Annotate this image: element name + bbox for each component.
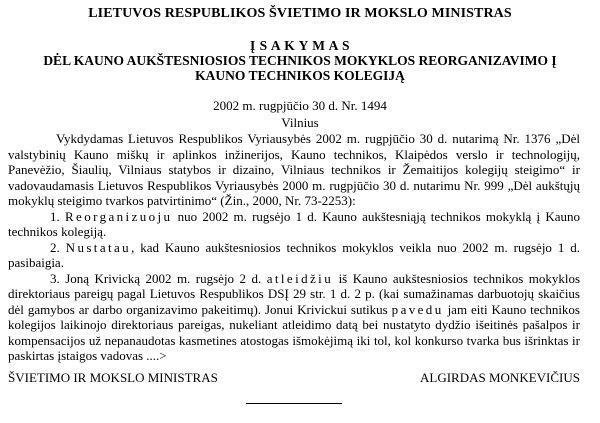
- document-subject-line-2: KAUNO TECHNIKOS KOLEGIJĄ: [195, 68, 405, 83]
- document-place: Vilnius: [281, 115, 319, 130]
- item-3-verb-dismiss: atleidžiu: [266, 270, 334, 286]
- closing-divider: [246, 403, 342, 404]
- order-item-3: [8, 271, 580, 364]
- item-1-text: nuo 2002 m. rugsėjo 1 d. Kauno aukštesniąją technikos mokyklą į Kauno technikos kolegiją.: [8, 208, 580, 239]
- item-3-text: jam eiti Kauno technikos kolegijos laikinojo direktoriaus pareigas, nukeliant atleidimo datą bei nustatyto dydžio išeitinės pašalpos ir kompensacijos už nepanaudotas kasmetines atostogas išmokėjimą iki tol, kol konkurso tvarka bus išrinktas ir paskirtas įstaigos vadovas ....>: [8, 301, 580, 363]
- item-2-text: , kad Kauno aukštesniosios technikos mokyklos veikla nuo 2002 m. rugsėjo 1 d. pasibaigia.: [8, 239, 580, 270]
- document-type: Į S A K Y M A S: [250, 38, 350, 53]
- item-1-number: 1.: [50, 208, 65, 224]
- item-3-verb-assign: pavedu: [391, 301, 444, 317]
- signature-block: [8, 370, 580, 386]
- document-subject-line-1: DĖL KAUNO AUKŠTESNIOSIOS TECHNIKOS MOKYKLOS REORGANIZAVIMO Į: [43, 53, 557, 68]
- item-2-verb: Nustatau: [65, 239, 132, 255]
- item-2-number: 2.: [50, 239, 66, 255]
- document-date-number: 2002 m. rugpjūčio 30 d. Nr. 1494: [213, 98, 387, 113]
- document-body: [8, 131, 580, 364]
- signer-title: ŠVIETIMO IR MOKSLO MINISTRAS: [8, 370, 218, 385]
- item-3-start: 3. Joną Krivicką 2002 m. rugsėjo 2 d.: [50, 270, 267, 286]
- item-3-middle: iš Kauno aukštesniosios technikos mokyklos direktoriaus pareigų pagal Lietuvos Respublikos DSĮ 29 str. 1 d. 2 p. (kai sumažinamas darbuotojų skaičius dėl gamybos ar darbo organizavimo pakeitimų). Jonui Krivickui sutikus: [8, 270, 581, 317]
- order-item-2: [8, 240, 580, 271]
- signer-name: ALGIRDAS MONKEVIČIUS: [420, 370, 580, 385]
- preamble-paragraph: Vykdydamas Lietuvos Respublikos Vyriausybės 2002 m. rugpjūčio 30 d. nutarimą Nr. 1376 „Dėl valstybinių Kauno miškų ir aplinkos inžinerijos, Kauno technikos, Klaipėdos verslo ir technologijų, Panevėžio, Šiaulių, Vilniaus statybos ir dizaino, Vilniaus technikos ir Žemaitijos kolegijų steigimo“ ir vadovaudamasis Lietuvos Respublikos Vyriausybės 2000 m. rugpjūčio 30 d. nutarimu Nr. 999 „Dėl aukštųjų mokyklų steigimo tvarkos patvirtinimo“ (Žin., 2000, Nr. 73-2253):: [8, 131, 580, 208]
- order-item-1: [8, 209, 580, 240]
- item-1-verb: Reorganizuoju: [64, 208, 173, 224]
- issuer-title: LIETUVOS RESPUBLIKOS ŠVIETIMO IR MOKSLO MINISTRAS: [88, 6, 512, 21]
